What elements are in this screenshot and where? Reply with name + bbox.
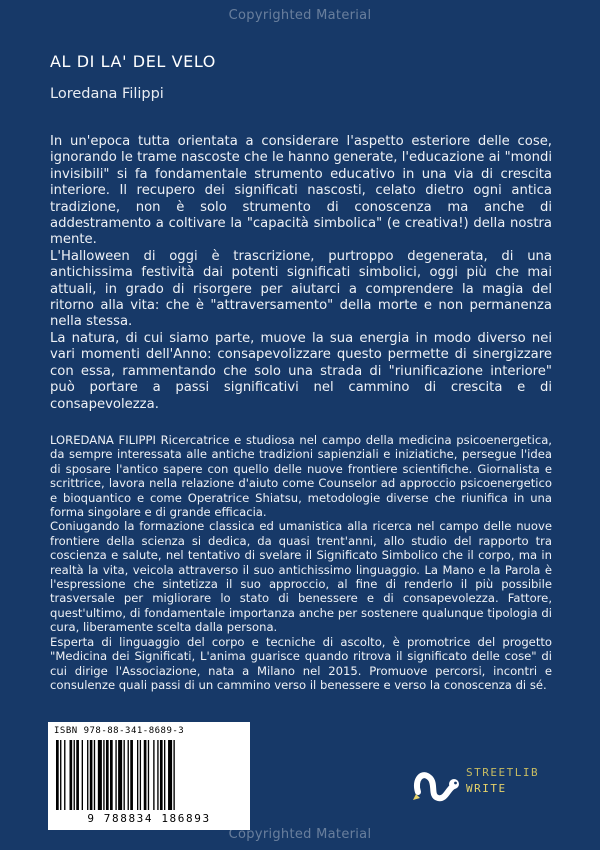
- barcode-bar: [90, 740, 93, 810]
- barcode-bar: [157, 740, 158, 810]
- barcode-digits: 9 788834 186893: [87, 812, 211, 825]
- barcode-bar: [98, 740, 102, 810]
- publisher-name-line2: WRITE: [466, 782, 507, 795]
- barcode-bar: [64, 740, 65, 810]
- barcode-bar: [56, 740, 59, 810]
- barcode-bar: [168, 740, 172, 810]
- watermark-bottom: [0, 808, 600, 850]
- blurb-paragraph: La natura, di cui siamo parte, muove la sua energia in modo diverso nei vari momenti dell'Anno: consapevolizzare questo permette di sinergizzare con essa, rammentando che solo una strada di "riunificazione interiore" può portare a passi significativi nel cammino di crescita e di consapevolezza.: [50, 330, 552, 412]
- watermark-text: Copyrighted Material: [228, 827, 372, 842]
- publisher-name-line1: STREETLIB: [466, 766, 540, 779]
- barcode-bar: [60, 740, 61, 810]
- barcode-bar: [118, 740, 122, 810]
- bio-paragraph: Coniugando la formazione classica ed umanistica alla ricerca nel campo delle nuove frontiere della scienza si dedica, da quasi trent'anni, allo studio del rapporto tra coscienza e salute, nel tentativo di svelare il Significato Simbolico che il corpo, ma in realtà la vita, veicola attraverso il suo antichissimo linguaggio. La Mano e la Parola è l'espressione che sintetizza il suo approccio, al fine di renderlo il più possibile trasversale per migliorare lo stato di benessere e di consapevolezza. Fattore, quest'ultimo, di fondamentale importanza anche per sostenere qualunque tipologia di cura, liberamente scelta dalla persona.: [50, 519, 552, 635]
- barcode-bar: [82, 740, 83, 810]
- barcode-bar: [106, 740, 109, 810]
- back-cover-blurb: [50, 134, 552, 413]
- barcode-bar: [148, 740, 149, 810]
- book-author: Loredana Filippi: [50, 86, 164, 102]
- barcode-bar: [110, 740, 113, 810]
- barcode-bar: [144, 740, 147, 810]
- isbn-label: ISBN 978-88-341-8689-3: [54, 726, 185, 736]
- barcode-bar: [124, 740, 125, 810]
- bio-paragraph: LOREDANA FILIPPI Ricercatrice e studiosa nel campo della medicina psicoenergetica, da sempre interessata alle antiche tradizioni sapienziali e iniziatiche, persegue l'idea di sposare l'antico sapere con quello delle nuove frontiere scientifiche. Giornalista e scrittrice, lavora nella relazione d'aiuto come Counselor ad approccio psicoenergetico e bioquantico e come Operatrice Shiatsu, metodologie diverse che riunifica in una forma singolare e di grande efficacia.: [50, 433, 552, 520]
- blurb-paragraph: L'Halloween di oggi è trascrizione, purtroppo degenerata, di una antichissima festività dai potenti significati simbolici, oggi più che mai attuali, in grado di risorgere per aiutarci a comprendere la magia del ritorno alla vita: che è "attraversamento" della morte e non permanenza nella stessa.: [50, 248, 552, 330]
- barcode-bar: [173, 740, 174, 810]
- barcode-bar: [160, 740, 163, 810]
- barcode-bar: [164, 740, 165, 810]
- worm-mascot-icon: [408, 752, 464, 812]
- barcode-bar: [103, 740, 104, 810]
- barcode-bars: [54, 740, 244, 810]
- barcode-bar: [94, 740, 95, 810]
- barcode-bar: [76, 740, 79, 810]
- publisher-logo: [408, 752, 558, 812]
- barcode-bar: [130, 740, 133, 810]
- barcode-bar: [87, 740, 88, 810]
- barcode-bar: [128, 740, 129, 810]
- blurb-paragraph: In un'epoca tutta orientata a considerare l'aspetto esteriore delle cose, ignorando le trame nascoste che le hanno generate, l'educazione ai "mondi invisibili" si fa fondamentale strumento educativo in una via di crescita interiore. Il recupero dei significati nascosti, celato dietro ogni antica tradizione, non è solo strumento di conoscenza ma anche di addestramento a coltivare la "capacità simbolica" (e creativa!) della nostra mente.: [50, 134, 552, 248]
- bio-paragraph: Esperta di linguaggio del corpo e tecniche di ascolto, è promotrice del progetto "Medicina dei Significati, L'anima guarisce quando ritrova il significato delle cose" di cui dirige l'Associazione, nata a Milano nel 2015. Promuove percorsi, incontri e consulenze quali passi di un cammino verso il benessere e verso la conoscenza di sé.: [50, 634, 552, 692]
- watermark-top: [0, 0, 600, 42]
- author-bio: [50, 433, 552, 692]
- book-title: AL DI LA' DEL VELO: [50, 52, 217, 71]
- barcode-bar: [140, 740, 141, 810]
- barcode-bar: [74, 740, 75, 810]
- watermark-text: Copyrighted Material: [228, 8, 372, 23]
- barcode-bar: [70, 740, 73, 810]
- barcode-bar: [115, 740, 116, 810]
- barcode-bar: [137, 740, 138, 810]
- barcode-bar: [153, 740, 154, 810]
